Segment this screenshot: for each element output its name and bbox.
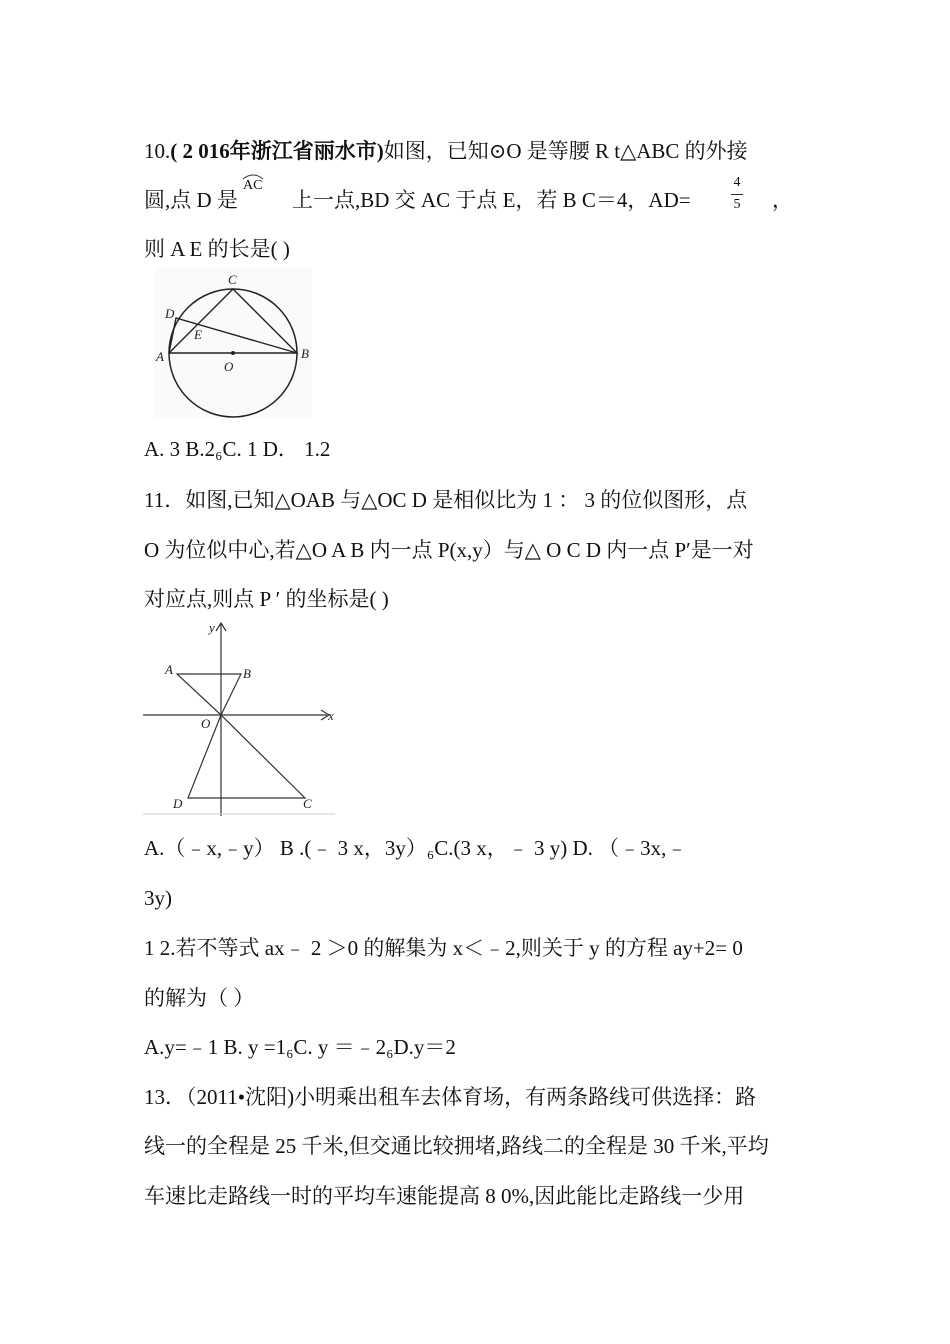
q11-line2-text: O 为位似中心,若△O A B 内一点 P(x,y）与△ O C D 内一点 P′是一对 xyxy=(144,538,754,562)
q13-line1 xyxy=(144,1082,756,1112)
q11-options-line2 xyxy=(144,883,172,913)
q12-options xyxy=(144,1032,456,1062)
label-y: y xyxy=(209,620,215,635)
label-b: B xyxy=(301,346,309,361)
q10-line3-text: 则 A E 的长是( ) xyxy=(144,237,290,261)
arc-label: AC xyxy=(243,178,263,193)
q11-options-line2-text: 3y) xyxy=(144,886,172,910)
label-d: D xyxy=(165,306,175,321)
q10-options xyxy=(144,434,330,464)
q10-line2-c xyxy=(772,185,793,215)
label-b: B xyxy=(243,666,251,681)
fraction-denominator: 5 xyxy=(733,197,741,212)
q10-number: 10. xyxy=(144,139,171,163)
label-e: E xyxy=(194,327,202,342)
fraction-bar xyxy=(731,194,743,195)
label-d: D xyxy=(173,796,183,811)
q12-line1 xyxy=(144,933,743,963)
triangle-oab xyxy=(177,674,241,715)
q12-options-text: A.y=﹣1 B. y =1₆C. y ＝﹣2₆D.y＝2 xyxy=(144,1035,456,1059)
label-a: A xyxy=(156,349,164,364)
circle-triangle-diagram xyxy=(154,268,312,418)
q13-line3 xyxy=(144,1181,744,1211)
q10-line2 xyxy=(144,185,238,215)
q10-line2-c-text: ， xyxy=(772,188,793,212)
q10-source: ( 2 016年浙江省丽水市) xyxy=(170,139,384,163)
label-x: x xyxy=(328,708,334,723)
q11-line2 xyxy=(144,535,754,565)
center-point xyxy=(231,351,235,355)
arc-ac-symbol xyxy=(240,170,266,200)
q10-options-text: A. 3 B.2₆C. 1 D． 1.2 xyxy=(144,437,331,461)
q10-line2-b xyxy=(292,185,691,215)
q10-figure xyxy=(154,268,312,418)
q11-figure xyxy=(143,618,337,818)
label-a: A xyxy=(165,662,173,677)
q12-line1-text: 1 2.若不等式 ax﹣ 2 ＞0 的解集为 x＜﹣2,则关于 y 的方程 ay+2= 0 xyxy=(144,936,743,960)
similar-triangles-diagram xyxy=(143,618,337,818)
q13-line2 xyxy=(144,1131,769,1161)
label-o: O xyxy=(201,716,211,731)
q10-line3 xyxy=(144,234,290,264)
q10-line1 xyxy=(144,136,748,166)
q12-line2 xyxy=(144,983,254,1013)
label-o: O xyxy=(224,359,234,374)
q11-line3-text: 对应点,则点 P ′ 的坐标是( ) xyxy=(144,587,389,611)
q13-line2-text: 线一的全程是 25 千米,但交通比较拥堵,路线二的全程是 30 千米,平均 xyxy=(144,1134,769,1158)
q10-line1-text: 如图，已知⊙O 是等腰 R t△ABC 的外接 xyxy=(383,139,748,163)
q11-line1-text: 11．如图,已知△OAB 与△OC D 是相似比为 1 ： 3 的位似图形，点 xyxy=(144,488,748,512)
label-c: C xyxy=(303,796,312,811)
q11-options-line1 xyxy=(144,833,687,863)
q10-line2-a: 圆,点 D 是 xyxy=(144,188,238,212)
q10-line2-b-text: 上一点,BD 交 AC 于点 E，若 B C＝4，AD= xyxy=(292,188,691,212)
fraction-numerator: 4 xyxy=(733,175,741,190)
q11-options-line1-text: A.（﹣x,﹣y） B .(﹣ 3 x，3y）₆C.(3 x，﹣ 3 y) D. （﹣3x,﹣ xyxy=(144,836,688,860)
q13-line3-text: 车速比走路线一时的平均车速能提高 8 0%,因此能比走路线一少用 xyxy=(144,1184,745,1208)
q11-line1 xyxy=(144,485,747,515)
q12-line2-text: 的解为（ ） xyxy=(144,986,255,1010)
fraction-4-5 xyxy=(730,176,744,216)
q11-line3 xyxy=(144,584,389,614)
q13-line1-text: 13．（2011•沈阳)小明乘出租车去体育场，有两条路线可供选择：路 xyxy=(144,1085,757,1109)
label-c: C xyxy=(228,272,237,287)
